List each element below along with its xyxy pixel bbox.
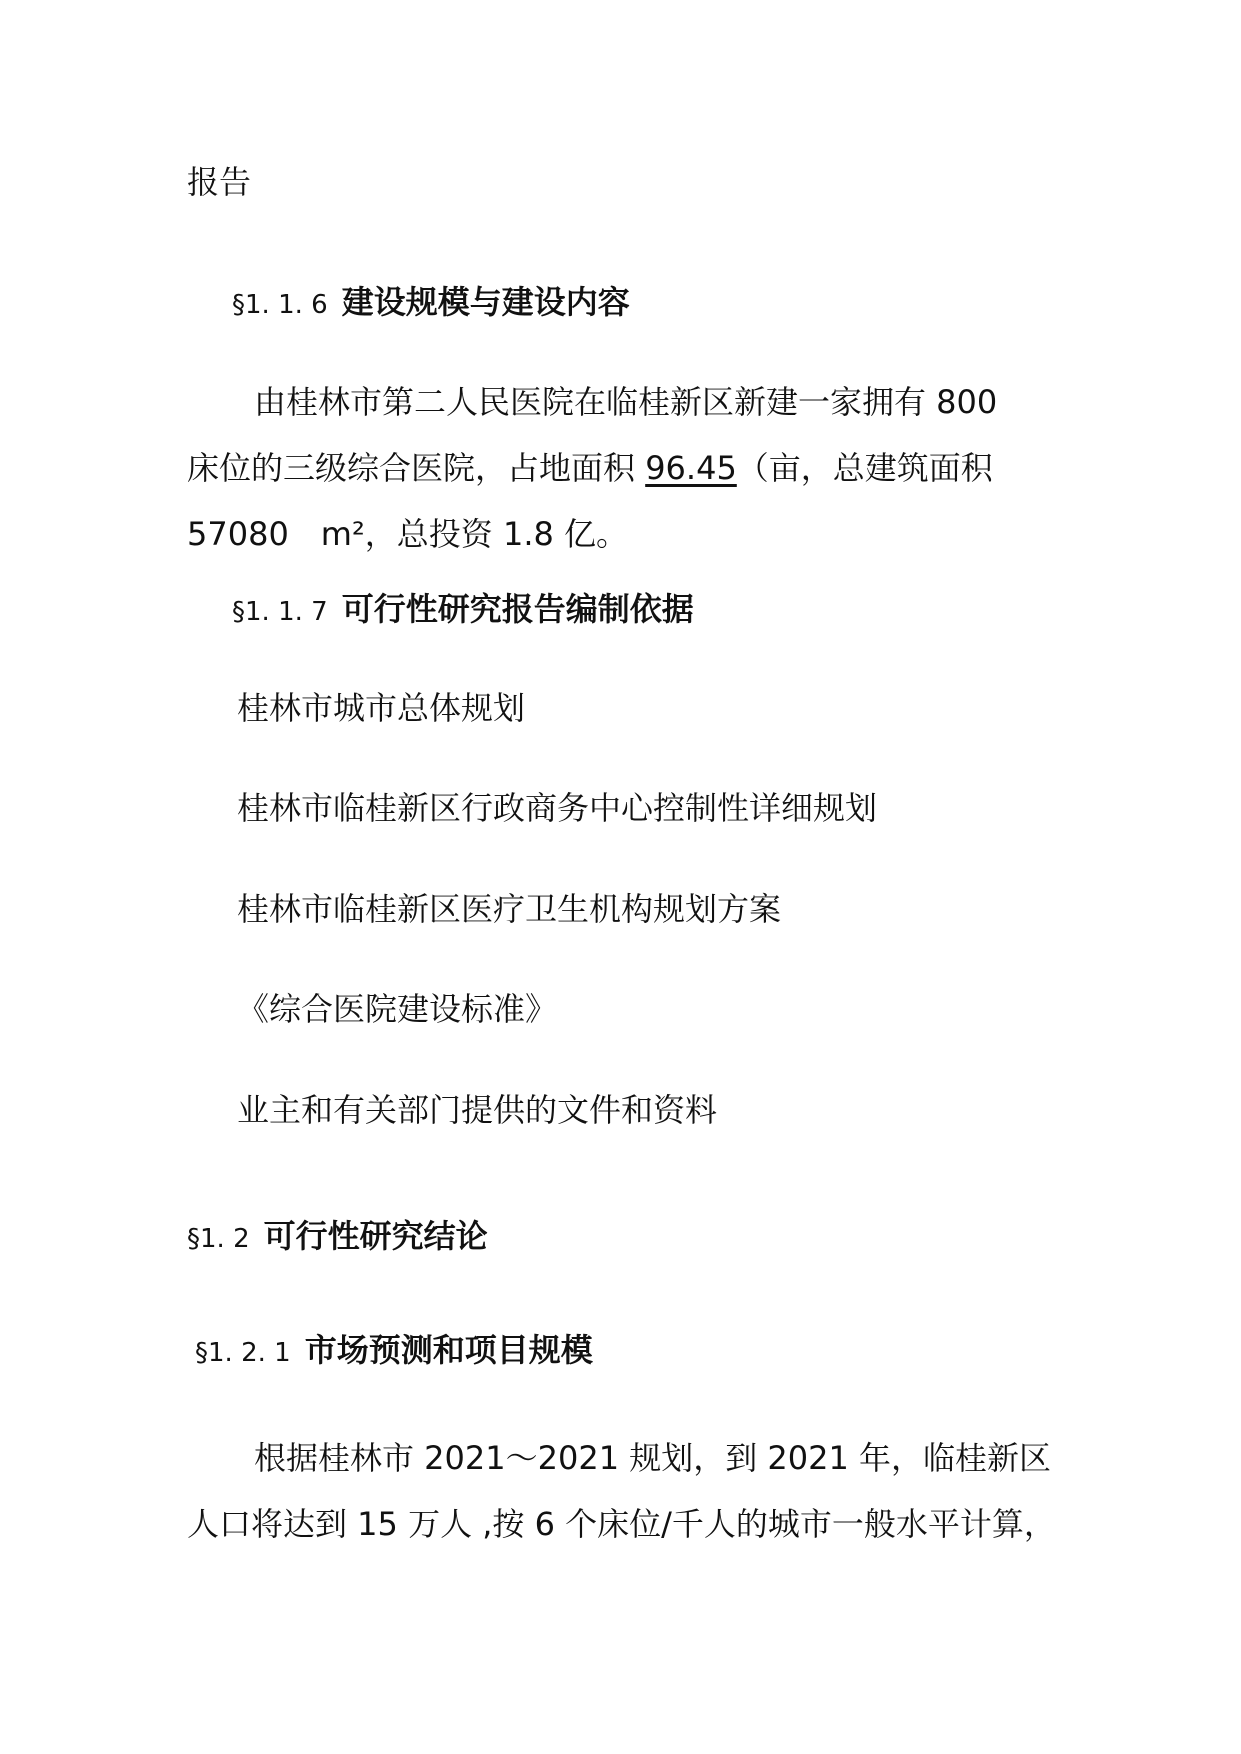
list-item: 桂林市临桂新区医疗卫生机构规划方案	[237, 890, 782, 928]
list-item: 桂林市临桂新区行政商务中心控制性详细规划	[237, 789, 878, 827]
text-span: 床位的三级综合医院，占地面积	[187, 449, 646, 487]
list-item: 业主和有关部门提供的文件和资料	[237, 1091, 718, 1129]
text-span: （亩，总建筑面积	[736, 449, 993, 487]
section-number: §1. 1. 6	[232, 290, 328, 320]
paragraph-line: 57080 m²，总投资 1.8 亿。	[187, 515, 629, 553]
section-heading-1-1-6	[232, 282, 630, 325]
paragraph-line: 人口将达到 15 万人 ,按 6 个床位/千人的城市一般水平计算，	[187, 1505, 1056, 1543]
paragraph-line: 由桂林市第二人民医院在临桂新区新建一家拥有 800	[254, 383, 998, 421]
section-title: 可行性研究报告编制依据	[341, 590, 694, 628]
section-number: §1. 2	[187, 1224, 250, 1254]
paragraph-line: 根据桂林市 2021～2021 规划，到 2021 年，临桂新区	[254, 1439, 1052, 1477]
section-heading-1-1-7	[232, 589, 694, 632]
section-number: §1. 2. 1	[195, 1338, 291, 1368]
list-item: 桂林市城市总体规划	[237, 689, 526, 727]
section-number: §1. 1. 7	[232, 597, 328, 627]
section-heading-1-2	[187, 1216, 488, 1259]
section-title: 可行性研究结论	[263, 1217, 488, 1255]
paragraph-line	[187, 448, 993, 488]
section-heading-1-2-1	[195, 1330, 593, 1373]
list-item: 《综合医院建设标准》	[237, 990, 558, 1028]
section-title: 建设规模与建设内容	[341, 283, 630, 321]
section-title: 市场预测和项目规模	[304, 1331, 593, 1369]
text-line: 报告	[187, 163, 252, 201]
underlined-value: 96.45	[645, 449, 737, 487]
